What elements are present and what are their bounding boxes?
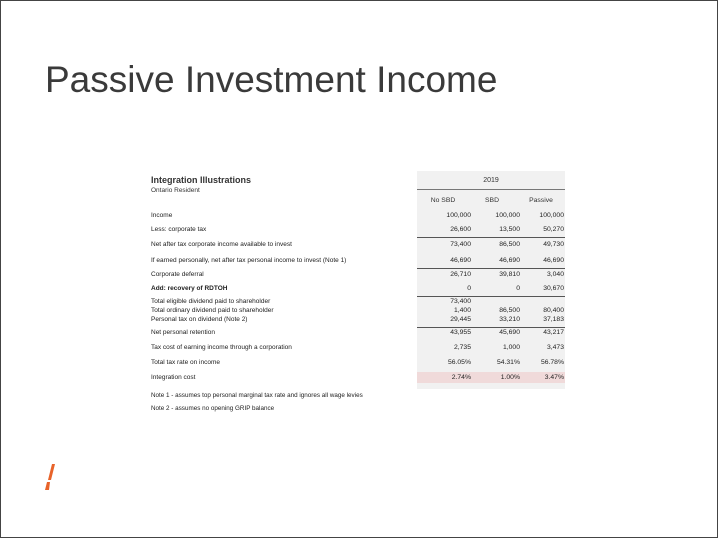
row-label: Add: recovery of RDTOH — [151, 285, 228, 292]
row-label: Tax cost of earning income through a corporation — [151, 344, 292, 351]
table-cell: 0 — [516, 285, 520, 292]
year-header: 2019 — [483, 177, 499, 184]
table-cell: 3,473 — [546, 344, 564, 351]
table-cell: 2,735 — [453, 344, 471, 351]
row-label: If earned personally, net after tax personal income to invest (Note 1) — [151, 257, 347, 264]
subtotal-rule — [417, 327, 565, 328]
table-cell: 1.00% — [500, 374, 520, 381]
table-cell: 86,500 — [499, 241, 520, 248]
row-label: Total ordinary dividend paid to shareholder — [151, 307, 274, 314]
column-header-sbd: SBD — [485, 197, 499, 204]
table-cell: 54.31% — [496, 359, 520, 366]
table-cell: 33,210 — [499, 316, 520, 323]
year-divider — [417, 189, 565, 190]
table-cell: 73,400 — [450, 298, 471, 305]
table-cell: 43,217 — [543, 329, 564, 336]
table-cell: 30,670 — [543, 285, 564, 292]
table-note: Note 2 - assumes no opening GRIP balance — [151, 405, 275, 412]
subtotal-rule — [417, 296, 565, 297]
subtotal-rule — [417, 268, 565, 269]
table-cell: 13,500 — [499, 226, 520, 233]
table-cell: 1,000 — [502, 344, 520, 351]
table-cell: 37,183 — [543, 316, 564, 323]
table-cell: 2.74% — [451, 374, 471, 381]
table-cell: 0 — [467, 285, 471, 292]
column-header-passive: Passive — [529, 197, 553, 204]
table-cell: 46,690 — [499, 257, 520, 264]
row-label: Total eligible dividend paid to shareholder — [151, 298, 271, 305]
table-cell: 100,000 — [539, 212, 564, 219]
table-cell: 3,040 — [546, 271, 564, 278]
table-cell: 26,710 — [450, 271, 471, 278]
table-cell: 80,400 — [543, 307, 564, 314]
table-cell: 86,500 — [499, 307, 520, 314]
table-cell: 49,730 — [543, 241, 564, 248]
integration-table-image — [149, 171, 569, 416]
table-cell: 100,000 — [495, 212, 520, 219]
table-subtitle: Ontario Resident — [151, 187, 200, 194]
table-note: Note 1 - assumes top personal marginal tax rate and ignores all wage levies — [151, 392, 363, 399]
table-cell: 26,600 — [450, 226, 471, 233]
row-label: Less: corporate tax — [151, 226, 207, 233]
subtotal-rule — [417, 237, 565, 238]
slide-title: Passive Investment Income — [45, 59, 498, 100]
row-label: Corporate deferral — [151, 271, 204, 278]
table-title: Integration Illustrations — [151, 175, 252, 185]
table-cell: 1,400 — [453, 307, 471, 314]
row-label: Total tax rate on income — [151, 359, 221, 366]
table-cell: 46,690 — [543, 257, 564, 264]
table-cell: 45,690 — [499, 329, 520, 336]
table-cell: 46,690 — [450, 257, 471, 264]
table-cell: 29,445 — [450, 316, 471, 323]
table-cell: 100,000 — [446, 212, 471, 219]
table-cell: 56.78% — [540, 359, 564, 366]
table-cell: 73,400 — [450, 241, 471, 248]
slash-logo-icon — [43, 463, 55, 491]
column-header-no-sbd: No SBD — [430, 197, 456, 204]
row-label: Net after tax corporate income available to invest — [151, 241, 292, 248]
table-cell: 56.05% — [447, 359, 471, 366]
row-label: Net personal retention — [151, 329, 215, 336]
row-label: Income — [151, 212, 173, 219]
table-cell: 50,270 — [543, 226, 564, 233]
table-cell: 39,810 — [499, 271, 520, 278]
table-cell: 43,955 — [450, 329, 471, 336]
row-label: Integration cost — [151, 374, 196, 381]
row-label: Personal tax on dividend (Note 2) — [151, 316, 248, 323]
table-cell: 3.47% — [544, 374, 564, 381]
